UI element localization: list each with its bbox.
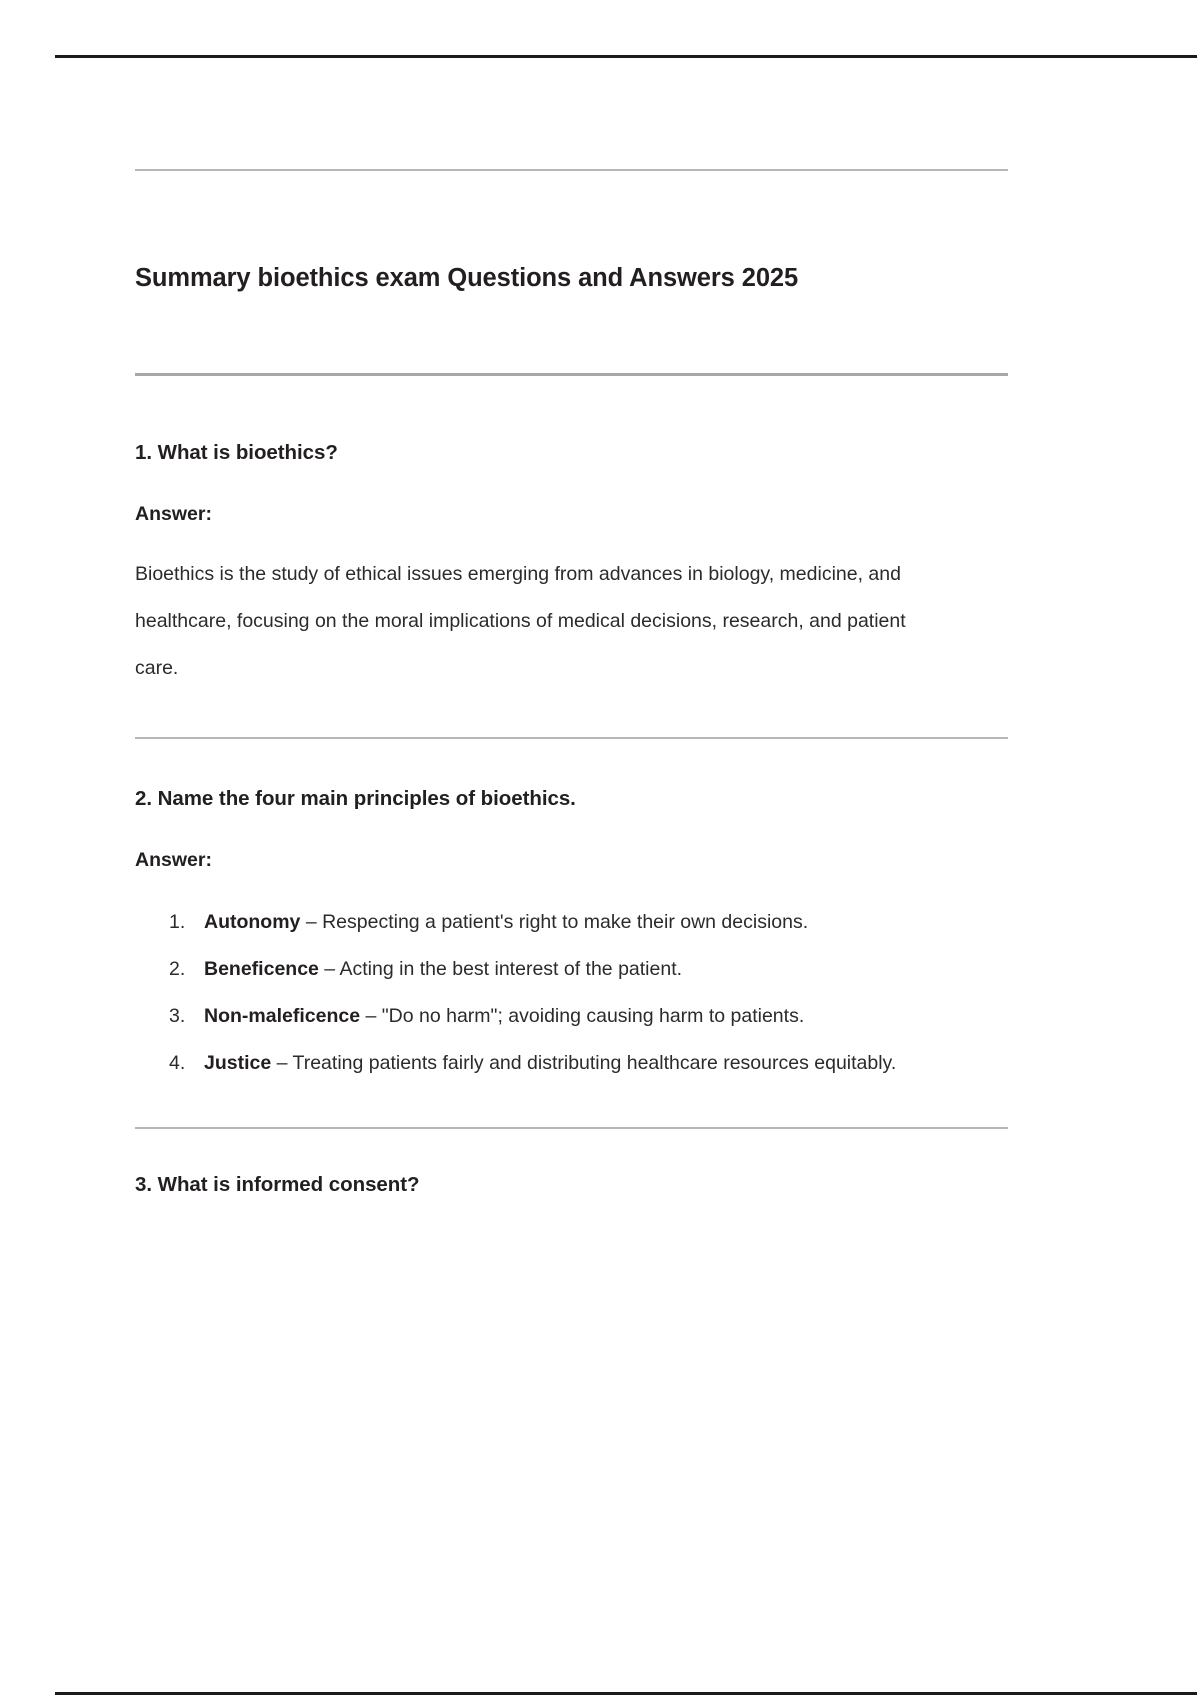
question-heading-2: 2. Name the four main principles of bioethics. [135, 787, 576, 810]
list-item-term: Beneficence [204, 958, 319, 980]
question-heading-3: 3. What is informed consent? [135, 1173, 420, 1196]
list-item-text: – Respecting a patient's right to make their own decisions. [300, 911, 809, 933]
list-item-term: Non-maleficence [204, 1005, 361, 1027]
list-item-text: – "Do no harm"; avoiding causing harm to patients. [360, 1005, 805, 1027]
principles-list [135, 899, 1008, 1087]
list-item-text: – Acting in the best interest of the patient. [318, 958, 683, 980]
list-item-text: – Treating patients fairly and distributing healthcare resources equitably. [271, 1052, 897, 1074]
list-item-marker: 3. [169, 1005, 186, 1027]
document-body [135, 0, 1008, 1197]
list-item [135, 993, 1004, 1040]
list-item-marker: 1. [169, 911, 186, 933]
list-item [135, 946, 1004, 993]
answer-label-1: Answer: [135, 503, 212, 525]
list-item [135, 899, 1004, 946]
list-item-term: Autonomy [204, 911, 301, 933]
list-item-marker: 2. [169, 958, 186, 980]
question-heading-1: 1. What is bioethics? [135, 441, 338, 464]
page-title: Summary bioethics exam Questions and Answers 2025 [135, 264, 799, 292]
list-item-marker: 4. [169, 1052, 186, 1074]
list-item-term: Justice [204, 1052, 272, 1074]
list-item [135, 1040, 1004, 1087]
answer-label-2: Answer: [135, 849, 212, 871]
page-bottom-border-rule [55, 1692, 1197, 1695]
answer-paragraph-1: Bioethics is the study of ethical issues emerging from advances in biology, medicine, and healthcare, focusing on the moral implications of medical decisions, research, and patient care. [135, 563, 906, 679]
